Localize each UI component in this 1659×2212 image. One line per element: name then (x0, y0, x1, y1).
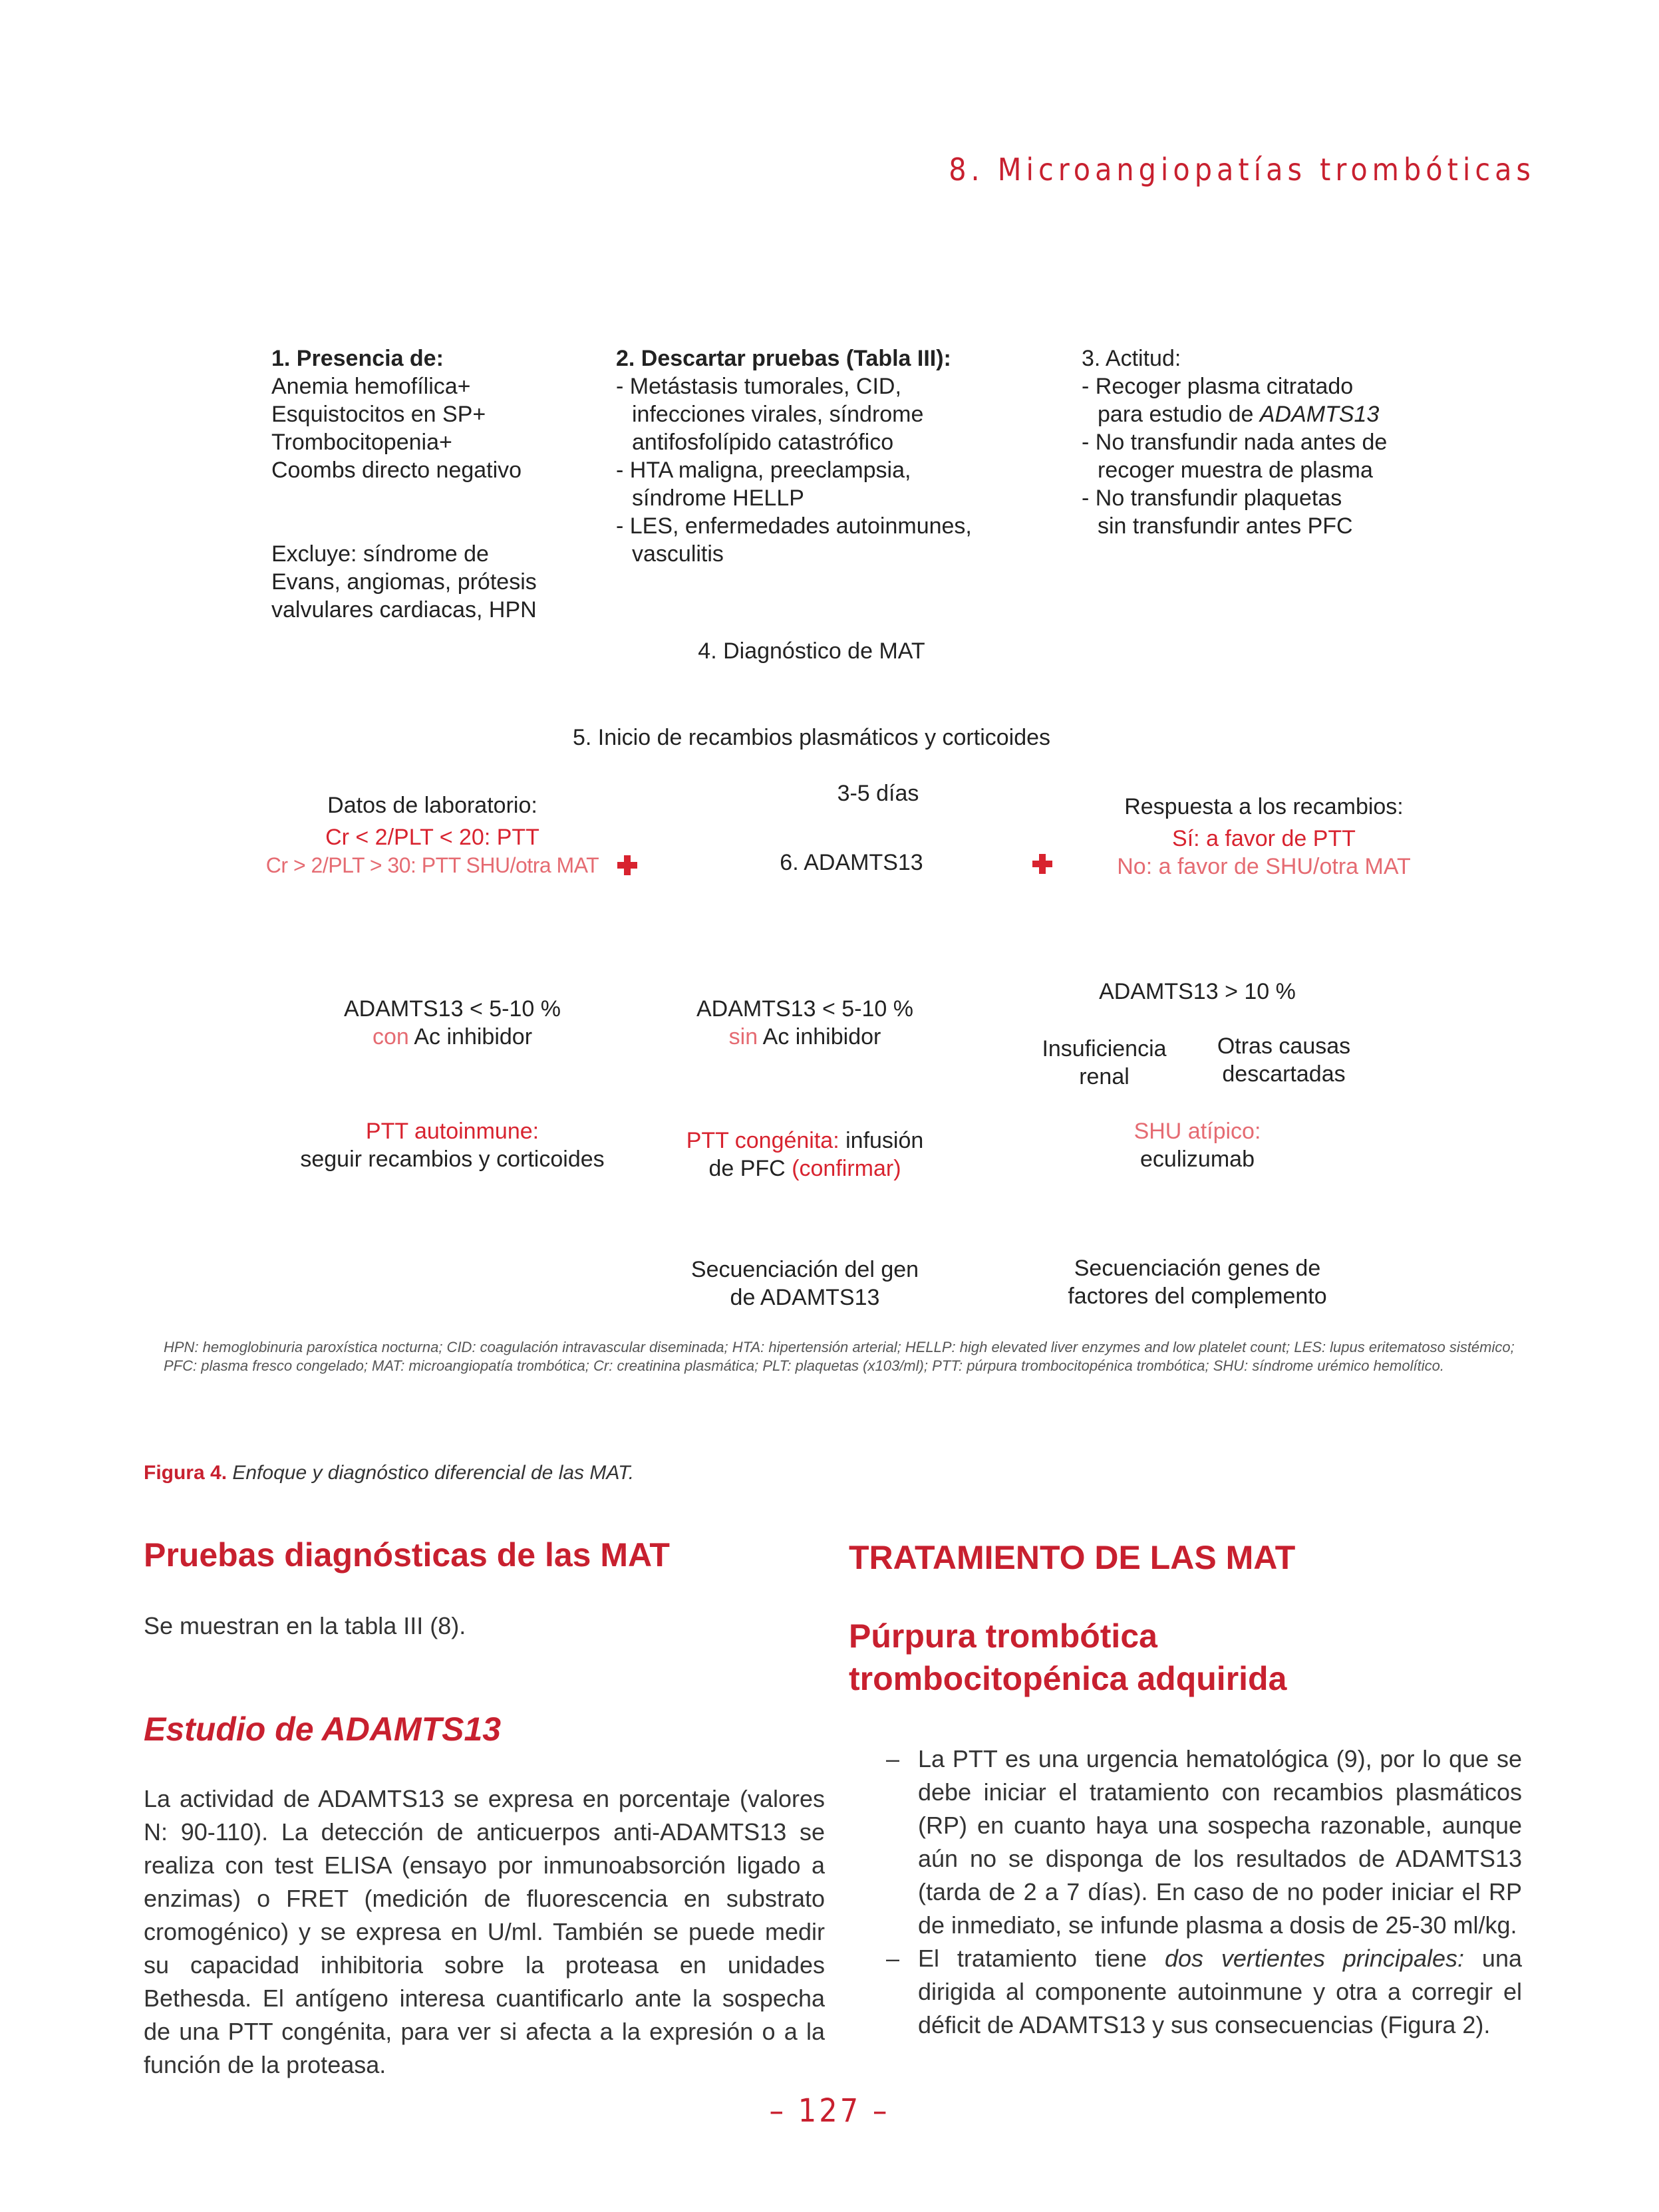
branch1-dx (279, 1117, 625, 1173)
branch3-dx-title: SHU atípico: (1133, 1119, 1261, 1144)
branch3-dx (1024, 1117, 1370, 1173)
figure-label: Figura 4. (144, 1462, 227, 1484)
box3-line: - No transfundir plaquetas (1082, 485, 1342, 511)
figure-caption-text: Enfoque y diagnóstico diferencial de las MAT. (227, 1462, 635, 1484)
figure-caption (144, 1462, 634, 1484)
branch1-dx-text: seguir recambios y corticoides (300, 1147, 605, 1172)
ptt-heading-line2: trombocitopénica adquirida (849, 1660, 1287, 1697)
box1-line: Trombocitopenia+ (271, 430, 452, 455)
branch3-sequencing (1018, 1254, 1377, 1310)
box1 (271, 345, 537, 624)
box2-title: 2. Descartar pruebas (Tabla III): (616, 346, 951, 371)
branch3-sub1 (1024, 1035, 1184, 1091)
branch3-seq-line: factores del complemento (1068, 1284, 1327, 1309)
list-item-text: La PTT es una urgencia hematológica (9), por lo que se debe iniciar el tratamiento con recambios plasmáticos (RP) en cuanto haya una sospecha razonable, aunque aún no se disponga de los resultados de ADAMTS13 (tarda de 2 a 7 días). En caso de no poder iniciar el RP de inmediato, se infunde plasma a dosis de 25-30 ml/kg. (918, 1745, 1522, 1939)
list-item-emphasis: dos vertientes principales: (1164, 1945, 1464, 1972)
box2 (616, 345, 972, 568)
box2-line: síndrome HELLP (632, 485, 804, 511)
response-yes: Sí: a favor de PTT (1172, 826, 1356, 851)
section-heading-pruebas: Pruebas diagnósticas de las MAT (144, 1536, 670, 1574)
box3-title: 3. Actitud: (1082, 346, 1181, 371)
step4-diagnosis: 4. Diagnóstico de MAT (698, 638, 925, 664)
branch2-qualifier: sin Ac inhibidor (728, 1024, 881, 1049)
box3-line: recoger muestra de plasma (1098, 458, 1373, 483)
response (1064, 793, 1463, 881)
response-title: Respuesta a los recambios: (1124, 794, 1404, 819)
paragraph-pruebas: Se muestran en la tabla III (8). (144, 1612, 466, 1639)
box3-line: - Recoger plasma citratado (1082, 374, 1354, 399)
lab-data (253, 791, 612, 879)
list-item (849, 1942, 1522, 2042)
branch3-sub2 (1191, 1032, 1377, 1088)
page-number: – 127 – (769, 2092, 890, 2130)
chapter-title: 8. Microangiopatías trombóticas (949, 152, 1535, 188)
plus-icon (617, 855, 637, 875)
response-no: No: a favor de SHU/otra MAT (1117, 854, 1411, 879)
branch3-sub2-line: Otras causas (1217, 1034, 1351, 1059)
step5-start-treatment: 5. Inicio de recambios plasmáticos y corticoides (572, 725, 1051, 750)
branch2-dx-line2: de PFC (confirmar) (708, 1156, 901, 1181)
branch1 (279, 995, 625, 1051)
branch3-sub1-line: Insuficiencia (1042, 1036, 1167, 1061)
box3 (1082, 345, 1387, 540)
branch2-seq-line: Secuenciación del gen (690, 1257, 919, 1282)
box2-line: - Metástasis tumorales, CID, (616, 374, 901, 399)
box1-title: 1. Presencia de: (271, 346, 444, 371)
branch1-value: ADAMTS13 < 5-10 % (344, 996, 561, 1022)
branch3-sub1-line: renal (1079, 1064, 1130, 1089)
box1-exclude-line: valvulares cardiacas, HPN (271, 597, 537, 622)
list-item (849, 1742, 1522, 1942)
branch3-sub2-line: descartadas (1222, 1061, 1346, 1087)
box2-line: - HTA maligna, preeclampsia, (616, 458, 911, 483)
branch2-sequencing (632, 1256, 978, 1312)
branch3-value: ADAMTS13 > 10 % (1099, 979, 1296, 1004)
section-heading-ptt (849, 1615, 1286, 1700)
lab-line1: Cr < 2/PLT < 20: PTT (325, 825, 539, 850)
box1-line: Anemia hemofílica+ (271, 374, 471, 399)
abbreviations-note: HPN: hemoglobinuria paroxística nocturna; CID: coagulación intravascular diseminada; HTA: hipertensión arterial; HELLP: high elevated liver enzymes and low platelet count; LES: lupus eritematoso sistémico; PFC: plasma fresco congelado; MAT: microangiopatía trombótica; Cr: creatinina plasmática; PLT: plaquetas (x103/ml); PTT: púrpura trombocitopénica trombótica; SHU: síndrome urémico hemolítico. (164, 1339, 1515, 1374)
box3-line: - No transfundir nada antes de (1082, 430, 1388, 455)
section-heading-adamts13: Estudio de ADAMTS13 (144, 1711, 502, 1748)
lab-line2: Cr > 2/PLT > 30: PTT SHU/otra MAT (265, 853, 599, 877)
box1-line: Coombs directo negativo (271, 458, 522, 483)
list-item-text: una dirigida al componente autoinmune y otra a corregir el déficit de ADAMTS13 y sus consecuencias (Figura 2). (918, 1945, 1522, 2038)
days-label: 3-5 días (837, 781, 919, 806)
box2-line: antifosfolípido catastrófico (632, 430, 894, 455)
branch1-qualifier: con Ac inhibidor (372, 1024, 533, 1049)
branch2-dx-line1: PTT congénita: infusión (686, 1128, 924, 1153)
paragraph-adamts13: La actividad de ADAMTS13 se expresa en porcentaje (valores N: 90-110). La detección de anticuerpos anti-ADAMTS13 se realiza con test ELISA (ensayo por inmunoabsorción ligado a enzimas) o FRET (medición de fluorescencia en substrato cromogénico) y se expresa en U/ml. También se puede medir su capacidad inhibitoria sobre la proteasa en unidades Bethesda. El antígeno interesa cuantificarlo ante la sospecha de una PTT congénita, para ver si afecta a la expresión o a la función de la proteasa. (144, 1785, 825, 2078)
branch3-dx-text: eculizumab (1140, 1147, 1255, 1172)
box2-line: vasculitis (632, 541, 724, 567)
dash-bullet: – (886, 1745, 900, 1772)
branch2-dx (632, 1127, 978, 1182)
ptt-heading-line1: Púrpura trombótica (849, 1617, 1157, 1655)
box1-line: Esquistocitos en SP+ (271, 402, 486, 427)
lab-title: Datos de laboratorio: (327, 793, 537, 818)
branch2-seq-line: de ADAMTS13 (730, 1285, 880, 1310)
dash-bullet: – (886, 1945, 900, 1972)
step6-adamts13: 6. ADAMTS13 (780, 850, 923, 875)
box2-line: - LES, enfermedades autoinmunes, (616, 513, 972, 539)
branch2 (632, 995, 978, 1051)
box1-exclude-line: Evans, angiomas, prótesis (271, 569, 537, 595)
list-item-text: El tratamiento tiene (918, 1945, 1165, 1972)
branch2-value: ADAMTS13 < 5-10 % (696, 996, 913, 1022)
section-heading-tratamiento: TRATAMIENTO DE LAS MAT (849, 1539, 1296, 1576)
branch1-dx-title: PTT autoinmune: (365, 1119, 539, 1144)
branch3-seq-line: Secuenciación genes de (1074, 1256, 1321, 1281)
treatment-list (849, 1742, 1522, 2042)
box3-line: para estudio de ADAMTS13 (1098, 402, 1380, 427)
box3-line: sin transfundir antes PFC (1098, 513, 1353, 539)
box1-exclude-line: Excluye: síndrome de (271, 541, 489, 567)
plus-icon (1032, 854, 1052, 874)
box2-line: infecciones virales, síndrome (632, 402, 924, 427)
